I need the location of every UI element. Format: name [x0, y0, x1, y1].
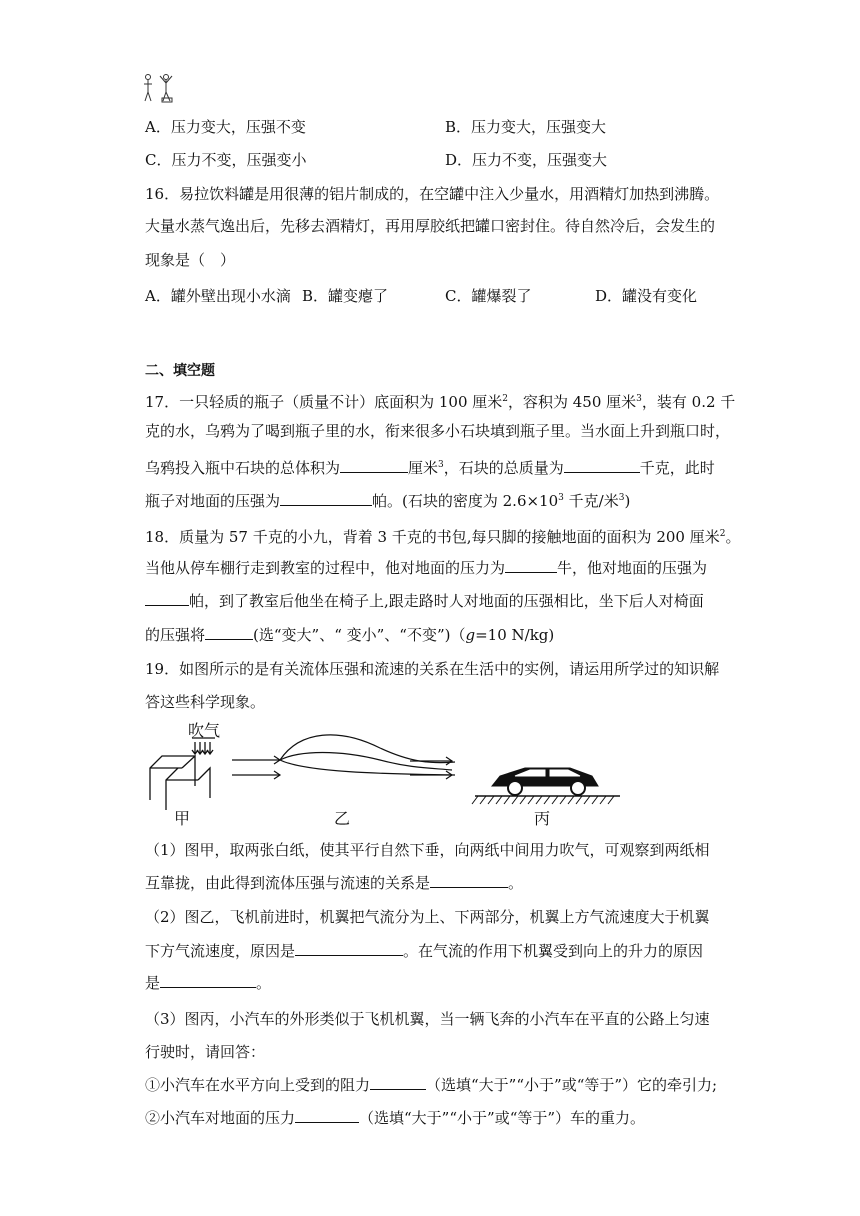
q17-line3	[145, 455, 715, 478]
q17-text: ，石块的总质量为	[443, 459, 564, 477]
q17-sup: 3	[618, 493, 625, 503]
q15-option-a: A．压力变大，压强不变	[145, 118, 306, 136]
ground-hatch	[472, 796, 614, 804]
figure-jia-papers	[150, 738, 215, 810]
q19-line1: 19．如图所示的是有关流体压强和流速的关系在生活中的实例，请运用所学过的知识解	[145, 660, 720, 678]
q18-sup: 2	[719, 529, 726, 539]
q19-text: 下方气流速度，原因是	[145, 942, 296, 960]
q18-text: 当他从停车棚行走到教室的过程中，他对地面的压力为	[145, 559, 506, 577]
q17-sup: 2	[502, 394, 508, 404]
q19-part3-line1: （3）图丙，小汽车的外形类似于飞机机翼，当一辆飞奔的小汽车在平直的公路上匀速	[145, 1010, 710, 1028]
q18-blank-change[interactable]	[205, 625, 253, 640]
section-title: 二、填空题	[145, 363, 215, 379]
q17-text: 17．一只轻质的瓶子（质量不计）底面积为 100 厘米	[145, 393, 503, 411]
q19-text: 互靠拢，由此得到流体压强与流速的关系是	[145, 874, 431, 892]
q19-blank-resistance[interactable]	[370, 1075, 426, 1090]
figure-label-yi: 乙	[334, 809, 351, 828]
q17-text: 厘米	[408, 459, 439, 477]
q17-line2: 克的水，乌鸦为了喝到瓶子里的水，衔来很多小石块填到瓶子里。当水面上升到瓶口时，	[145, 422, 731, 440]
q19-part2-line2	[145, 941, 703, 961]
q18-text: 。	[725, 528, 741, 546]
q19-text: ②小汽车对地面的压力	[145, 1109, 296, 1127]
q17-blank-pressure[interactable]	[280, 491, 372, 506]
q19-text: 。	[256, 974, 272, 992]
q18-line4	[145, 625, 554, 645]
q17-text: 千克/米	[563, 492, 619, 510]
q18-text: 牛，他对地面的压强为	[557, 559, 708, 577]
figure-label-bing: 丙	[534, 809, 551, 828]
q19-text: 。在气流的作用下机翼受到向上的升力的原因	[403, 942, 704, 960]
q16-option-b: B．罐变瘪了	[302, 287, 389, 305]
q19-blank-reason[interactable]	[295, 941, 403, 956]
q17-text: 瓶子对地面的压强为	[145, 492, 281, 510]
figure-label-jia: 甲	[174, 809, 191, 828]
q17-text: 乌鸦投入瓶中石块的总体积为	[145, 459, 341, 477]
q17-blank-mass[interactable]	[564, 458, 640, 473]
q19-sub2	[145, 1108, 645, 1128]
q18-line1	[145, 524, 740, 547]
figure-yi-wing	[232, 735, 455, 779]
q15-option-d: D．压力不变，压强变大	[445, 151, 608, 169]
q17-text: ，装有 0.2 千	[641, 393, 736, 411]
q19-text: ①小汽车在水平方向上受到的阻力	[145, 1076, 371, 1094]
q17-text: 千克，此时	[639, 459, 715, 477]
q19-text: （选填“大于”“小于”或“等于”）车的重力。	[359, 1109, 646, 1127]
q17-line1	[145, 389, 735, 412]
q15-option-c: C．压力不变，压强变小	[145, 151, 307, 169]
q19-line2: 答这些科学现象。	[145, 693, 266, 711]
q18-line3	[145, 591, 704, 611]
q19-text: 。	[508, 874, 524, 892]
q19-blank-ground-force[interactable]	[295, 1108, 359, 1123]
q16-option-c: C．罐爆裂了	[445, 287, 532, 305]
q17-text: ，容积为 450 厘米	[508, 393, 637, 411]
q18-text: 18．质量为 57 千克的小九，背着 3 千克的书包,每只脚的接触地面的面积为 200 厘米	[145, 528, 720, 546]
figure-fragment	[142, 72, 182, 104]
q16-option-d: D．罐没有变化	[595, 287, 698, 305]
figure-label-blow: 吹气	[188, 721, 221, 740]
q18-line2	[145, 558, 707, 578]
q18-text: 的压强将	[145, 626, 206, 644]
q19-blank-lift[interactable]	[160, 973, 256, 988]
q19-text: （选填“大于”“小于”或“等于”）它的牵引力;	[426, 1076, 718, 1094]
q18-blank-pressure[interactable]	[145, 591, 189, 606]
q18-g-symbol: g	[465, 626, 476, 644]
q19-part2-line1: （2）图乙，飞机前进时，机翼把气流分为上、下两部分，机翼上方气流速度大于机翼	[145, 908, 710, 926]
q18-blank-force[interactable]	[505, 558, 557, 573]
q18-text: (选“变大”、“ 变小”、“不变”)（	[253, 626, 466, 644]
q15-option-b: B．压力变大，压强变大	[445, 118, 607, 136]
q19-sub1	[145, 1075, 717, 1095]
q17-sup: 3	[438, 460, 444, 470]
q17-text: )	[624, 492, 631, 510]
q19-part1-line1: （1）图甲，取两张白纸，使其平行自然下垂，向两纸中间用力吹气，可观察到两纸相	[145, 841, 710, 859]
q19-part2-line3	[145, 973, 271, 993]
q16-text-line3: 现象是（ ）	[145, 251, 236, 269]
q16-option-a: A．罐外壁出现小水滴	[145, 287, 291, 305]
q17-sup: 3	[636, 394, 642, 404]
q19-part1-line2	[145, 873, 523, 893]
figure-bing-car	[475, 768, 620, 796]
q16-text-line2: 大量水蒸气逸出后，先移去酒精灯，再用厚胶纸把罐口密封住。待自然冷后，会发生的	[145, 217, 716, 235]
q17-blank-volume[interactable]	[340, 458, 408, 473]
q17-line4	[145, 488, 630, 511]
q17-sup: 3	[558, 493, 564, 503]
q17-text: 帕。(石块的密度为 2.6×10	[372, 492, 559, 510]
q19-blank-relation[interactable]	[430, 873, 508, 888]
q18-text: 帕，到了教室后他坐在椅子上,跟走路时人对地面的压强相比，坐下后人对椅面	[189, 592, 704, 610]
q19-part3-line2: 行驶时，请回答：	[145, 1043, 266, 1061]
q18-text: =10 N/kg)	[475, 626, 555, 644]
q19-text: 是	[145, 974, 161, 992]
q16-text-line1: 16．易拉饮料罐是用很薄的铝片制成的，在空罐中注入少量水，用酒精灯加热到沸腾。	[145, 185, 720, 203]
